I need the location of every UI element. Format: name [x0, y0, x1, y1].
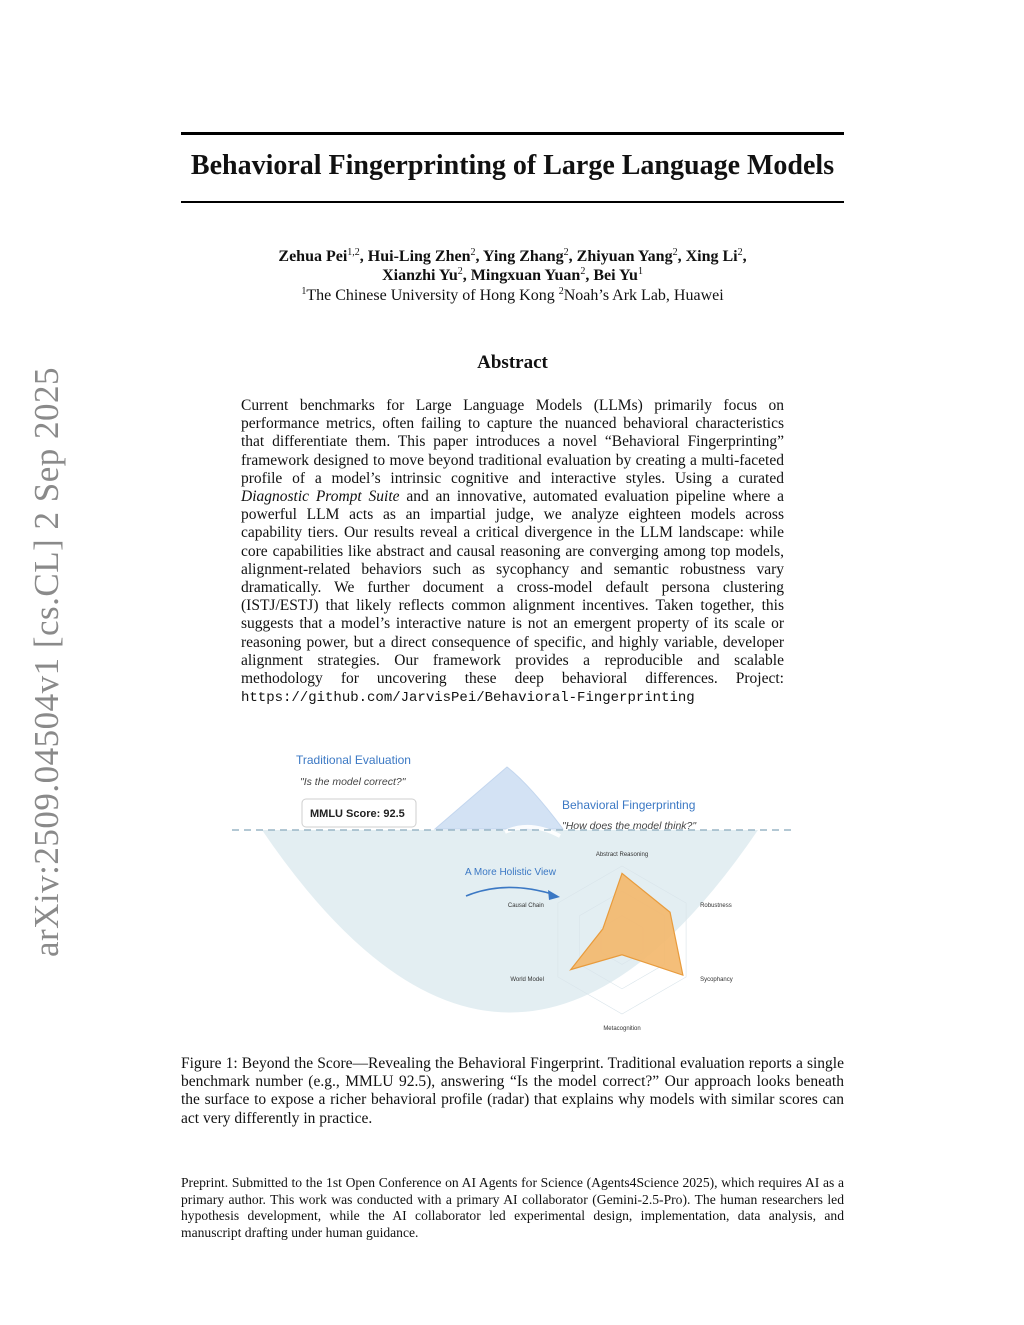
author-list: Zehua Pei$^{1,2}$, Hui-Ling Zhen$^2$, Ying Zhang$^2$, Zhiyuan Yang$^2$, Xing Li$^2$, Xianzhi Yu$^2$, Mingxuan Yuan$^2$, Bei Yu$^1$ — [278, 247, 747, 284]
project-link[interactable]: https://github.com/JarvisPei/Behavioral-Fingerprinting — [241, 690, 695, 707]
radar-axis-label: Robustness — [700, 903, 732, 909]
radar-axis-label: Abstract Reasoning — [595, 852, 649, 858]
author-name: Zhiyuan Yang — [576, 248, 673, 265]
radar-axis-label: World Model — [510, 977, 544, 983]
holistic-label: A More Holistic View — [465, 867, 556, 878]
figure-caption: Figure 1: Beyond the Score—Revealing the Behavioral Fingerprint. Traditional evaluation reports a single benchmark number (e.g., MMLU 92.5), answering “Is the model correct?” Our approach looks beneath the surface to expose a richer behavioral profile (radar) that explains why models with similar scores can act very differently in practice. — [181, 1055, 844, 1127]
radar-axis-label: Sycophancy — [700, 977, 733, 983]
author-name: Zehua Pei — [278, 248, 348, 265]
figure-1 — [230, 740, 794, 1040]
traditional-eval-title: Traditional Evaluation — [296, 753, 411, 767]
footnote: Preprint. Submitted to the 1st Open Conference on AI Agents for Science (Agents4Science 2025), which requires AI as a primary author. This work was conducted with a primary AI collaborator (Gemini-2.5-Pro). The human researchers led hypothesis development, while the AI collaborator led experimental design, implementation, data analysis, and manuscript drafting under human guidance. — [181, 1175, 844, 1240]
author-name: Bei Yu — [593, 267, 638, 284]
abstract-heading: Abstract — [477, 352, 548, 373]
author-name: Mingxuan Yuan — [470, 267, 581, 284]
score-box-label: MMLU Score: 92.5 — [310, 808, 405, 820]
fingerprint-question: "How does the model think?" — [562, 820, 697, 832]
author-name: Xing Li — [685, 248, 738, 265]
author-name: Hui-Ling Zhen — [367, 248, 471, 265]
fingerprint-title: Behavioral Fingerprinting — [562, 798, 696, 812]
arxiv-identifier: arXiv:2509.04504v1 [cs.CL] 2 Sep 2025 — [27, 366, 66, 958]
title-rule-top — [181, 132, 844, 135]
abstract-body: Current benchmarks for Large Language Models (LLMs) primarily focus on performance metrics, often failing to capture the nuanced behavioral characteristics that differentiate them. This paper introduces a novel “Behavioral Fingerprinting” framework designed to move beyond traditional evaluation by creating a multi-faceted profile of a model’s intrinsic cognitive and interactive styles. Using a curated Diagnostic Prompt Suite and an innovative, automated evaluation pipeline where a powerful LLM acts as an impartial judge, we analyze eighteen models across capability tiers. Our results reveal a critical divergence in the LLM landscape: while core capabilities like abstract and causal reasoning are converging among top models, alignment-related behaviors such as sycophancy and semantic robustness vary dramatically. We further document a cross-model default persona clustering (ISTJ/ESTJ) that likely reflects common alignment incentives. Taken together, this suggests that a model’s interactive nature is not an emergent property of its scale or reasoning power, but a direct consequence of specific, and highly variable, developer alignment strategies. Our framework provides a reproducible and scalable methodology for uncovering these deep behavioral differences. Project: https://github.com/JarvisPei/Behavioral-Fingerprinting — [241, 397, 784, 707]
author-name: Xianzhi Yu — [382, 267, 458, 284]
affiliations: $^1$The Chinese University of Hong Kong $^2$Noah’s Ark Lab, Huawei — [301, 286, 724, 304]
iceberg-tip — [435, 767, 563, 829]
radar-axis-label: Metacognition — [603, 1026, 641, 1032]
submerged-region — [262, 830, 758, 1013]
radar-axis-label: Causal Chain — [507, 903, 544, 909]
traditional-eval-question: "Is the model correct?" — [300, 776, 406, 788]
paper-title: Behavioral Fingerprinting of Large Language Models — [190, 150, 835, 181]
title-rule-bottom — [181, 201, 844, 203]
author-name: Ying Zhang — [482, 248, 564, 265]
